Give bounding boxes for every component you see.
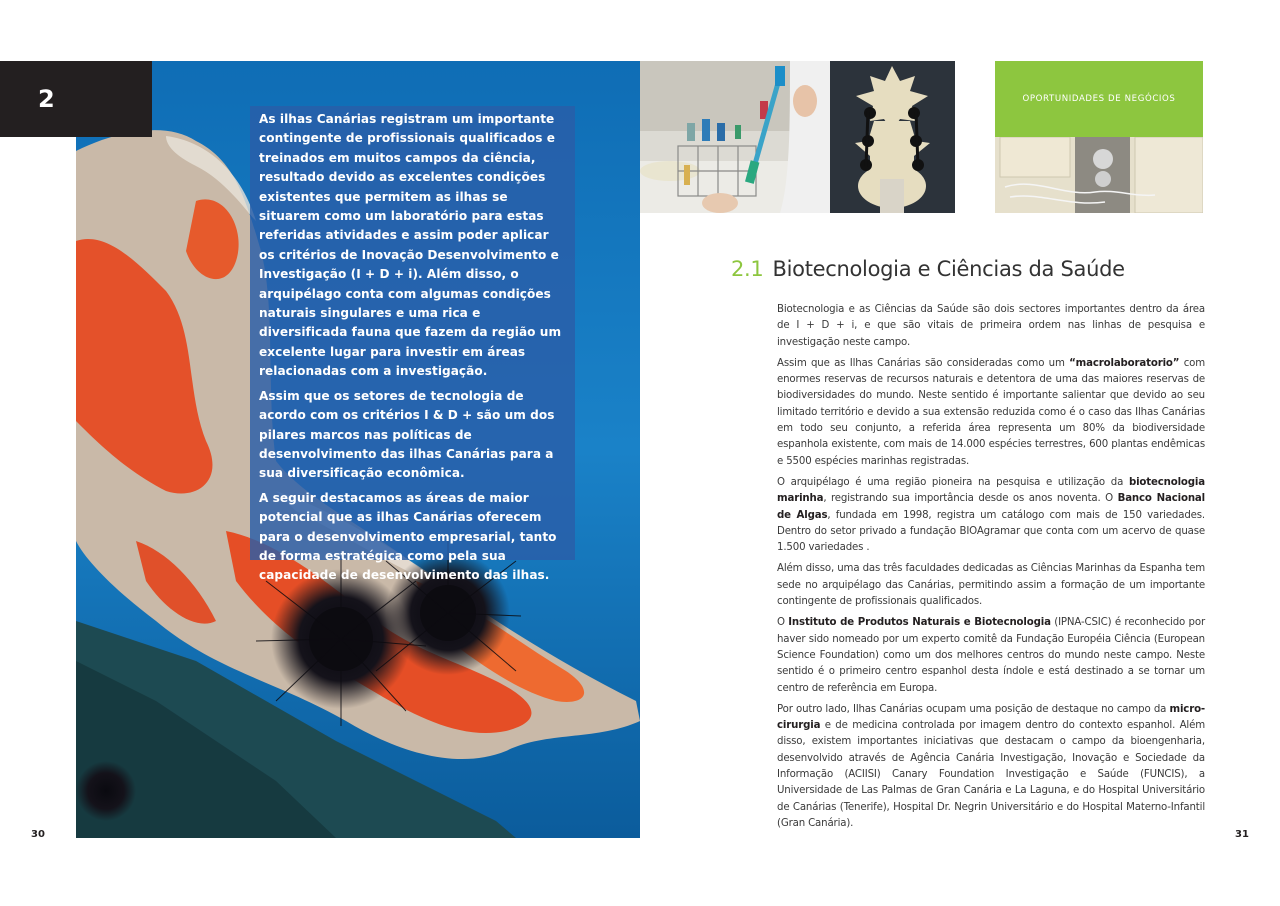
text-run: com enormes reservas de recursos naturais e detentora de uma das maiores reservas de biodiversidades do mundo. Neste sentido é importante salientar que devido ao seu limitado território e devido a sua extensão reduzida como é o caso das Ilhas Canárias em todo seu conjunto, a referida área representa um 80% da biodiversidade espanhola existente, com mais de 14.000 espécies terrestres, 600 plantas endêmicas e 5500 espécies marinhas registradas. [777, 357, 1205, 467]
lab-equipment-photo [995, 137, 1203, 213]
chapter-number-box [0, 61, 152, 137]
chapter-number: 2 [38, 85, 55, 113]
body-paragraph [777, 302, 1205, 351]
vertebrae-model-photo [830, 61, 955, 213]
text-run: O arquipélago é uma região pioneira na pesquisa e utilização da [777, 476, 1129, 488]
text-run: (IPNA-CSIC) é reconhecido por haver sido nomeado por um experto comitê da Fundação Européia Ciência (European Science Foundation) como um dos melhores centros do mundo neste campo. Neste sentido é o primeiro centro espanhol desta índole e está destinado a se tornar um centro de referência em Europa. [777, 617, 1205, 694]
page-number-left: 30 [31, 829, 45, 840]
text-run: , registrando sua importância desde os anos noventa. O [823, 493, 1118, 505]
bold-term: Banco Nacional de Algas [777, 493, 1205, 521]
intro-paragraph: Assim que os setores de tecnologia de acordo com os critérios I & D + são um dos pilares marcos nas políticas de desenvolvimento das ilhas Canárias para a sua diversificação econômica. [259, 388, 555, 481]
text-run: Além disso, uma das três faculdades dedicadas as Ciências Marinhas da Espanha tem sede no arquipélago das Canárias, permitindo assim a formação de um importante contingente de profissionais qualificados. [777, 563, 1205, 608]
body-paragraph [777, 702, 1205, 832]
text-run: Assim que as Ilhas Canárias são consideradas como um [777, 357, 1070, 369]
section-number: 2.1 [731, 257, 764, 281]
intro-paragraph: As ilhas Canárias registram um importante contingente de profissionais qualificados e treinados em muitos campos da ciência, resultado devido as excelentes condições existentes que permitem as ilhas se situarem como um laboratório para estas referidas atividades e assim poder aplicar os critérios de Inovação Desenvolvimento e Investigação (I + D + i). Além disso, o arquipélago conta com algumas condições naturais singulares e uma rica e diversificada fauna que fazem da região um excelente lugar para investir em áreas relacionadas com a investigação. [259, 112, 562, 379]
intro-paragraph: A seguir destacamos as áreas de maior potencial que as ilhas Canárias oferecem para o desenvolvimento empresarial, tanto de forma estratégica como pela sua capacidade de desenvolvimento das ilhas. [259, 490, 557, 583]
page-number-right: 31 [1235, 829, 1249, 840]
text-run: e de medicina controlada por imagem dentro do contexto espanhol. Além disso, existem importantes iniciativas que destacam o campo da bioengenharia, desenvolvido através de Agência Canária Investigação, Inovação e Sociedade da Informação (ACIISI) Canary Foundation Investigação e Saúde (FUNCIS), a Universidade de Las Palmas de Gran Canária e La Laguna, e do Hospital Universitário de Canárias (Tenerife), Hospital Dr. Negrin Universitário e do Hospital Materno-Infantil (Gran Canária). [777, 720, 1205, 829]
bold-term: Instituto de Produtos Naturais e Biotecnologia [788, 617, 1051, 629]
text-run: O [777, 617, 789, 629]
body-paragraph [777, 475, 1205, 556]
lab-pipette-photo [640, 61, 830, 213]
intro-text-box [250, 106, 575, 583]
bold-term: “macrolaboratorio” [1069, 357, 1180, 369]
body-text-column [777, 302, 1205, 837]
section-title: Biotecnologia e Ciências da Saúde [772, 257, 1125, 281]
section-tag [995, 61, 1203, 137]
bold-term: biotecnologia marinha [777, 476, 1205, 505]
bold-term: micro-cirurgia [777, 703, 1205, 732]
text-run: Por outro lado, Ilhas Canárias ocupam uma posição de destaque no campo da [777, 703, 1170, 715]
body-paragraph [777, 615, 1205, 696]
text-run: Biotecnologia e as Ciências da Saúde são dois sectores importantes dentro da área de I + D + i, e que são vitais de primeira ordem nas linhas de pesquisa e investigação neste campo. [777, 304, 1205, 348]
section-tag-label: OPORTUNIDADES DE NEGÓCIOS [1022, 94, 1176, 104]
body-paragraph [777, 561, 1205, 610]
section-heading [731, 257, 1125, 281]
text-run: , fundada em 1998, registra um catálogo com mais de 150 variedades. Dentro do setor privado a fundação BIOAgramar que conta com um acervo de quase 1.500 variedades . [777, 509, 1206, 554]
body-paragraph [777, 356, 1205, 470]
